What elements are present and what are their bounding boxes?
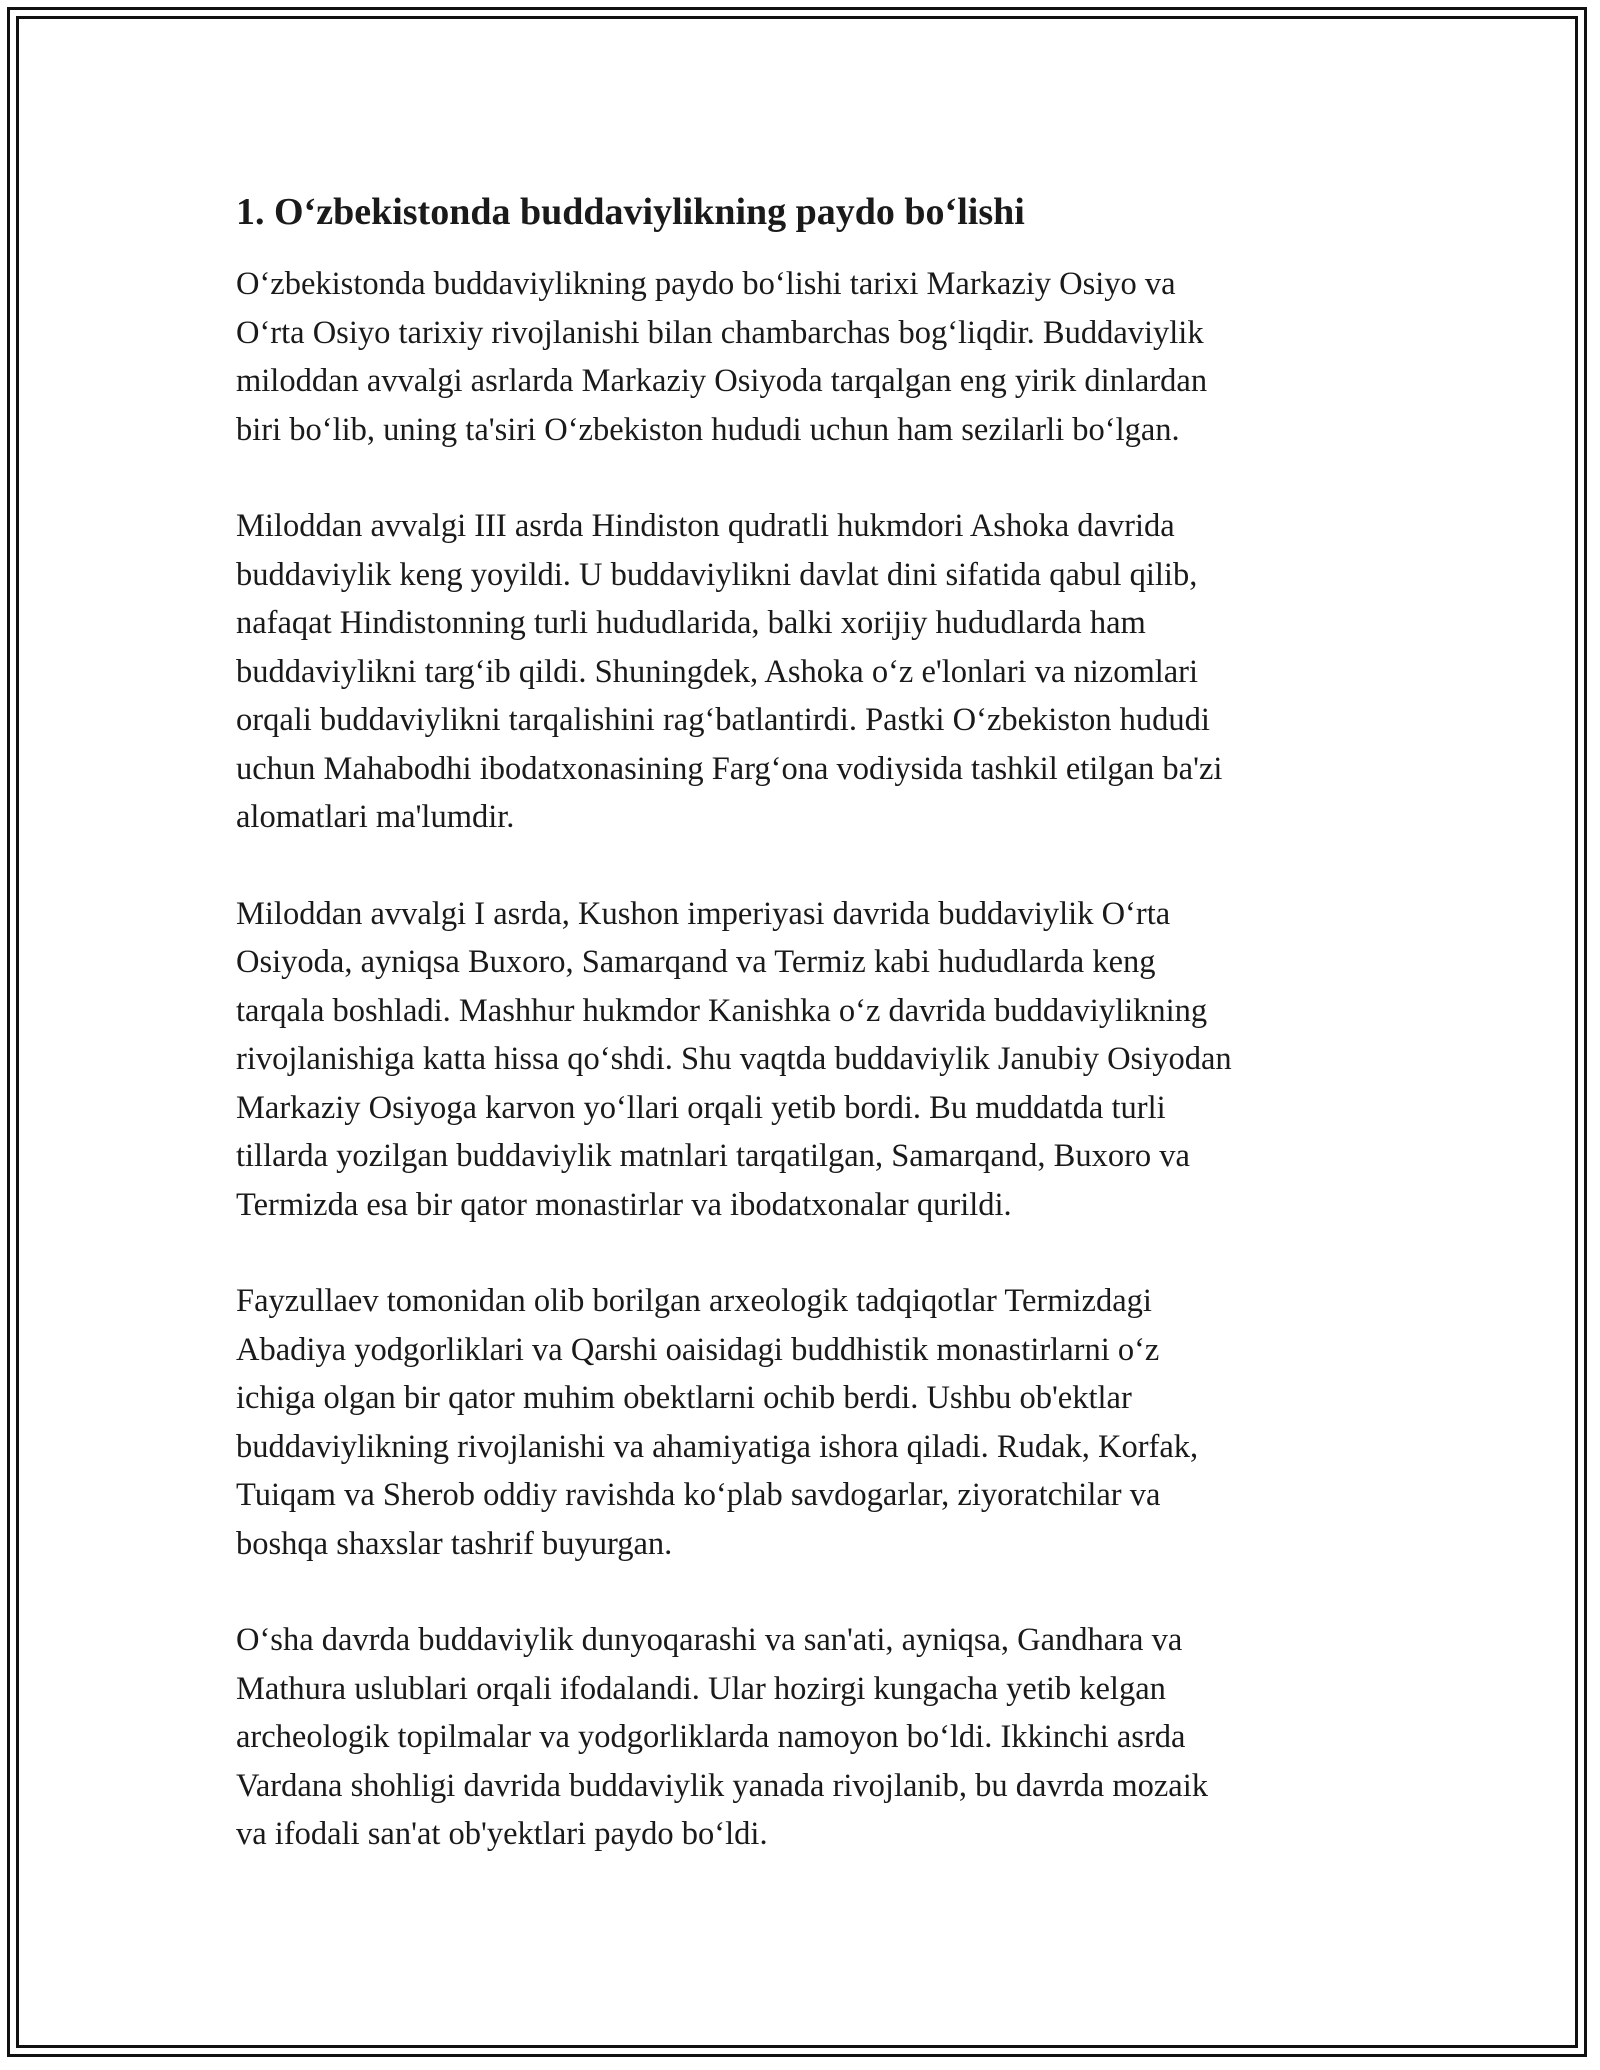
paragraph-line: Fayzullaev tomonidan olib borilgan arxeologik tadqiqotlar Termizdagi xyxy=(236,1283,1152,1319)
paragraph-line: O‘sha davrda buddaviylik dunyoqarashi va san'ati, ayniqsa, Gandhara va xyxy=(236,1622,1183,1658)
paragraph-2 xyxy=(236,502,1386,842)
paragraph-line: Mathura uslublari orqali ifodalandi. Ular hozirgi kungacha yetib kelgan xyxy=(236,1670,1166,1707)
paragraph-line: va ifodali san'at ob'yektlari paydo bo‘ldi. xyxy=(236,1816,768,1852)
paragraph-line: orqali buddaviylikni tarqalishini rag‘batlantirdi. Pastki O‘zbekiston hududi xyxy=(236,702,1210,738)
paragraph-line: Abadiya yodgorliklari va Qarshi oaisidagi buddhistik monastirlarni o‘z xyxy=(236,1331,1160,1368)
paragraph-line: Miloddan avvalgi III asrda Hindiston qudratli hukmdori Ashoka davrida xyxy=(236,508,1175,544)
paragraph-line: tarqala boshladi. Mashhur hukmdor Kanishka o‘z davrida buddaviylikning xyxy=(236,992,1208,1029)
paragraph-line: buddaviylikning rivojlanishi va ahamiyatiga ishora qiladi. Rudak, Korfak, xyxy=(236,1428,1199,1465)
paragraph-line: O‘rta Osiyo tarixiy rivojlanishi bilan chambarchas bog‘liqdir. Buddaviylik xyxy=(236,314,1204,351)
paragraph-line: rivojlanishiga katta hissa qo‘shdi. Shu vaqtda buddaviylik Janubiy Osiyodan xyxy=(236,1041,1232,1077)
paragraph-line: miloddan avvalgi asrlarda Markaziy Osiyoda tarqalgan eng yirik dinlardan xyxy=(236,363,1208,399)
paragraph-line: Markaziy Osiyoga karvon yo‘llari orqali yetib bordi. Bu muddatda turli xyxy=(236,1089,1166,1126)
section-heading: 1. O‘zbekistonda buddaviylikning paydo bo‘lishi xyxy=(236,191,1025,233)
paragraph-line: Osiyoda, ayniqsa Buxoro, Samarqand va Termiz kabi hududlarda keng xyxy=(236,944,1156,980)
paragraph-1 xyxy=(236,260,1386,454)
paragraph-line: Miloddan avvalgi I asrda, Kushon imperiyasi davrida buddaviylik O‘rta xyxy=(236,895,1171,932)
paragraph-line: boshqa shaxslar tashrif buyurgan. xyxy=(236,1525,673,1562)
paragraph-line: Vardana shohligi davrida buddaviylik yanada rivojlanib, bu davrda mozaik xyxy=(236,1767,1209,1804)
paragraph-3 xyxy=(236,890,1386,1230)
paragraph-line: alomatlari ma'lumdir. xyxy=(236,799,515,835)
paragraph-line: Tuiqam va Sherob oddiy ravishda ko‘plab savdogarlar, ziyoratchilar va xyxy=(236,1477,1161,1513)
paragraph-line: nafaqat Hindistonning turli hududlarida, balki xorijiy hududlarda ham xyxy=(236,605,1146,641)
document-body xyxy=(236,188,1386,1907)
paragraph-line: buddaviylik keng yoyildi. U buddaviylikni davlat dini sifatida qabul qilib, xyxy=(236,556,1198,593)
paragraph-line: O‘zbekistonda buddaviylikning paydo bo‘lishi tarixi Markaziy Osiyo va xyxy=(236,266,1176,302)
paragraph-line: Termizda esa bir qator monastirlar va ibodatxonalar qurildi. xyxy=(236,1186,1012,1223)
paragraph-line: ichiga olgan bir qator muhim obektlarni ochib berdi. Ushbu ob'ektlar xyxy=(236,1380,1132,1416)
paragraph-line: uchun Mahabodhi ibodatxonasining Farg‘ona vodiysida tashkil etilgan ba'zi xyxy=(236,750,1223,787)
paragraph-4 xyxy=(236,1277,1386,1568)
paragraph-line: archeologik topilmalar va yodgorliklarda namoyon bo‘ldi. Ikkinchi asrda xyxy=(236,1719,1186,1755)
paragraph-5 xyxy=(236,1616,1386,1859)
paragraph-line: buddaviylikni targ‘ib qildi. Shuningdek, Ashoka o‘z e'lonlari va nizomlari xyxy=(236,653,1199,690)
paragraph-line: biri bo‘lib, uning ta'siri O‘zbekiston hududi uchun ham sezilarli bo‘lgan. xyxy=(236,411,1180,448)
paragraph-line: tillarda yozilgan buddaviylik matnlari tarqatilgan, Samarqand, Buxoro va xyxy=(236,1138,1190,1174)
